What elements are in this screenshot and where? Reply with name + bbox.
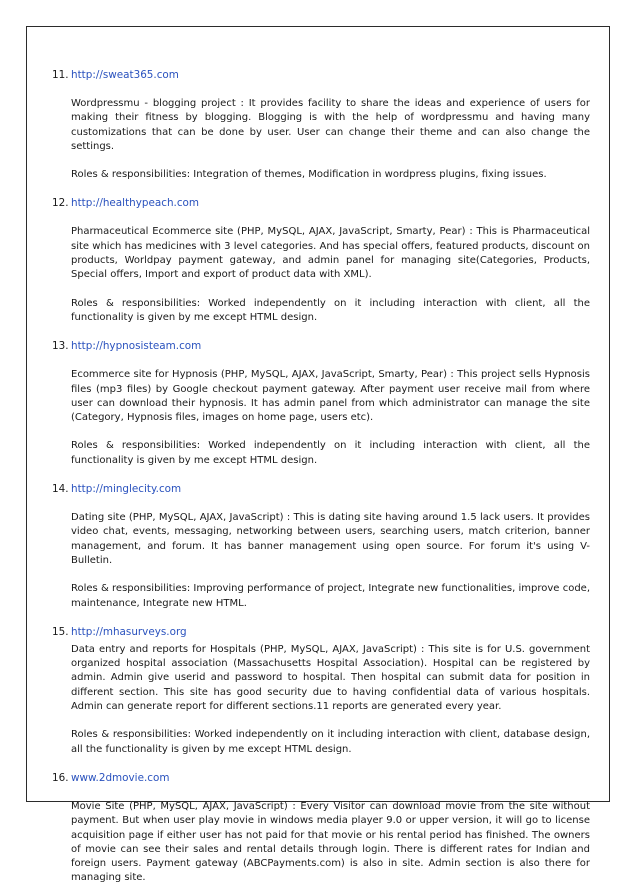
roles-responsibilities: Roles & responsibilities: Integration of themes, Modification in wordpress plugins, fixing issues. [71,169,547,181]
roles-responsibilities: Roles & responsibilities: Worked independently on it including interaction with client, all the functionality is given by me except HTML design. [71,440,590,466]
entry-number: 11. [52,69,69,81]
project-entry-12 [52,196,590,325]
project-description: Pharmaceutical Ecommerce site (PHP, MySQL, AJAX, JavaScript, Smarty, Pear) : This is Pharmaceutical site which has medicines with 3 level categories. And has special offers, featured products, discount on products, Worldpay payment gateway, and admin panel for managing site(Categories, Products, Special offers, Import and export of product data with XML). [71,226,590,281]
entry-number: 13. [52,340,69,353]
project-entry-16 [52,771,590,886]
entry-number: 14. [52,483,69,496]
project-link[interactable]: http://mhasurveys.org [71,625,187,638]
project-entry-15 [52,625,590,757]
project-link[interactable]: http://minglecity.com [71,483,182,496]
project-description: Data entry and reports for Hospitals (PHP, MySQL, AJAX, JavaScript) : This site is for U.S. government organized hospital association (Massachusetts Hospital Association). Hospital can be registered by admin. Admin give userid and password to hospital. Then hospital can submit data for position in different section. This site has good security due to having confidential data of various hospitals. Admin can generate report for different sections.11 reports are generated every year. [71,643,590,713]
project-link[interactable]: http://healthypeach.com [71,197,200,210]
project-link[interactable]: http://hypnosisteam.com [71,340,202,353]
project-entry-13 [52,339,590,468]
project-description: Movie Site (PHP, MySQL, AJAX, JavaScript) : Every Visitor can download movie from the site without payment. But when user play movie in windows media player 9.0 or upper version, it will go to license acquisition page if either user has not paid for that movie or his rental period has finished. The owners of movie can see their sales and rental details through login. There is different rates for Indian and foreign users. Payment gateway (ABCPayments.com) is also in site. Admin section is also there for managing site. [71,800,590,884]
roles-responsibilities: Roles & responsibilities: Worked independently on it including interaction with client, database design, all the functionality is given by me except HTML design. [71,729,590,755]
project-entry-11 [52,68,590,182]
entry-number: 16. [52,771,69,784]
project-link[interactable]: www.2dmovie.com [71,771,170,784]
entry-number: 15. [52,625,69,638]
roles-responsibilities: Roles & responsibilities: Worked independently on it including interaction with client, all the functionality is given by me except HTML design. [71,297,590,323]
project-description: Ecommerce site for Hypnosis (PHP, MySQL, AJAX, JavaScript, Smarty, Pear) : This project sells Hypnosis files (mp3 files) by Google checkout payment gateway. After payment user receive mail from where user can download their hypnosis. It has admin panel from which administrator can manage the site (Category, Hypnosis files, images on home page, users etc). [71,369,590,424]
project-link[interactable]: http://sweat365.com [71,69,179,81]
project-description: Dating site (PHP, MySQL, AJAX, JavaScript) : This is dating site having around 1.5 lack users. It provides video chat, events, messaging, networking between users, searching users, match criterion, banner management, and forum. It has banner management using open source. For forum it's using V-Bulletin. [71,512,590,566]
project-description: Wordpressmu - blogging project : It provides facility to share the ideas and experience of users for making their fitness by blogging. Blogging is with the help of wordpressmu and having many customizations that can be done by user. User can change their theme and can also change the settings. [71,98,590,152]
entry-number: 12. [52,197,69,210]
roles-responsibilities: Roles & responsibilities: Improving performance of project, Integrate new functionalities, improve code, maintenance, Integrate new HTML. [71,583,590,609]
project-entry-14 [52,482,590,611]
project-list [52,68,590,886]
